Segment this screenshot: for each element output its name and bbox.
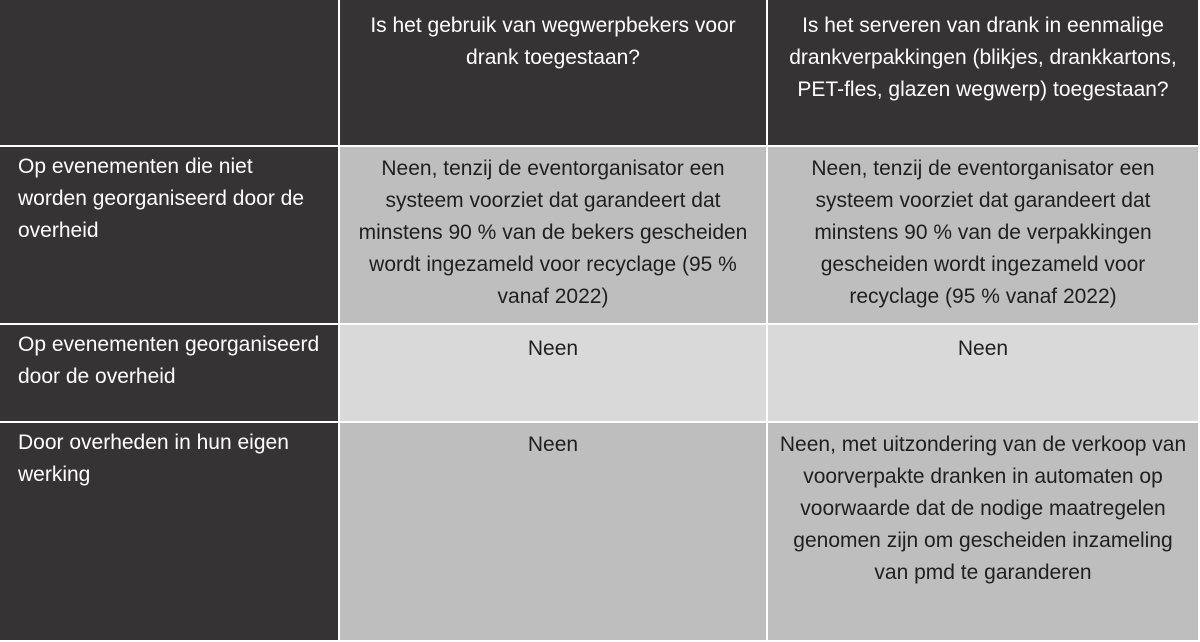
row-label-government-events: Op evenementen georganiseerd door de overheid: [0, 325, 340, 423]
header-packaging-question: Is het serveren van drank in eenmalige drankverpakkingen (blikjes, drankkartons, PET-fles, glazen wegwerp) toegestaan?: [768, 0, 1200, 147]
cell-government-events-packaging: Neen: [768, 325, 1200, 423]
cell-non-government-cups: Neen, tenzij de eventorganisator een systeem voorziet dat garandeert dat minstens 90 % van de bekers gescheiden wordt ingezameld voor recyclage (95 % vanaf 2022): [340, 147, 768, 325]
cell-government-operations-cups: Neen: [340, 423, 768, 642]
header-cups-question: Is het gebruik van wegwerpbekers voor drank toegestaan?: [340, 0, 768, 147]
cell-government-operations-packaging: Neen, met uitzondering van de verkoop van voorverpakte dranken in automaten op voorwaarde dat de nodige maatregelen genomen zijn om gescheiden inzameling van pmd te garanderen: [768, 423, 1200, 642]
cell-government-events-cups: Neen: [340, 325, 768, 423]
cell-non-government-packaging: Neen, tenzij de eventorganisator een systeem voorziet dat garandeert dat minstens 90 % van de verpakkingen gescheiden wordt ingezameld voor recyclage (95 % vanaf 2022): [768, 147, 1200, 325]
header-corner-cell: [0, 0, 340, 147]
row-label-government-operations: Door overheden in hun eigen werking: [0, 423, 340, 642]
row-label-non-government-events: Op evenementen die niet worden georganiseerd door de overheid: [0, 147, 340, 325]
